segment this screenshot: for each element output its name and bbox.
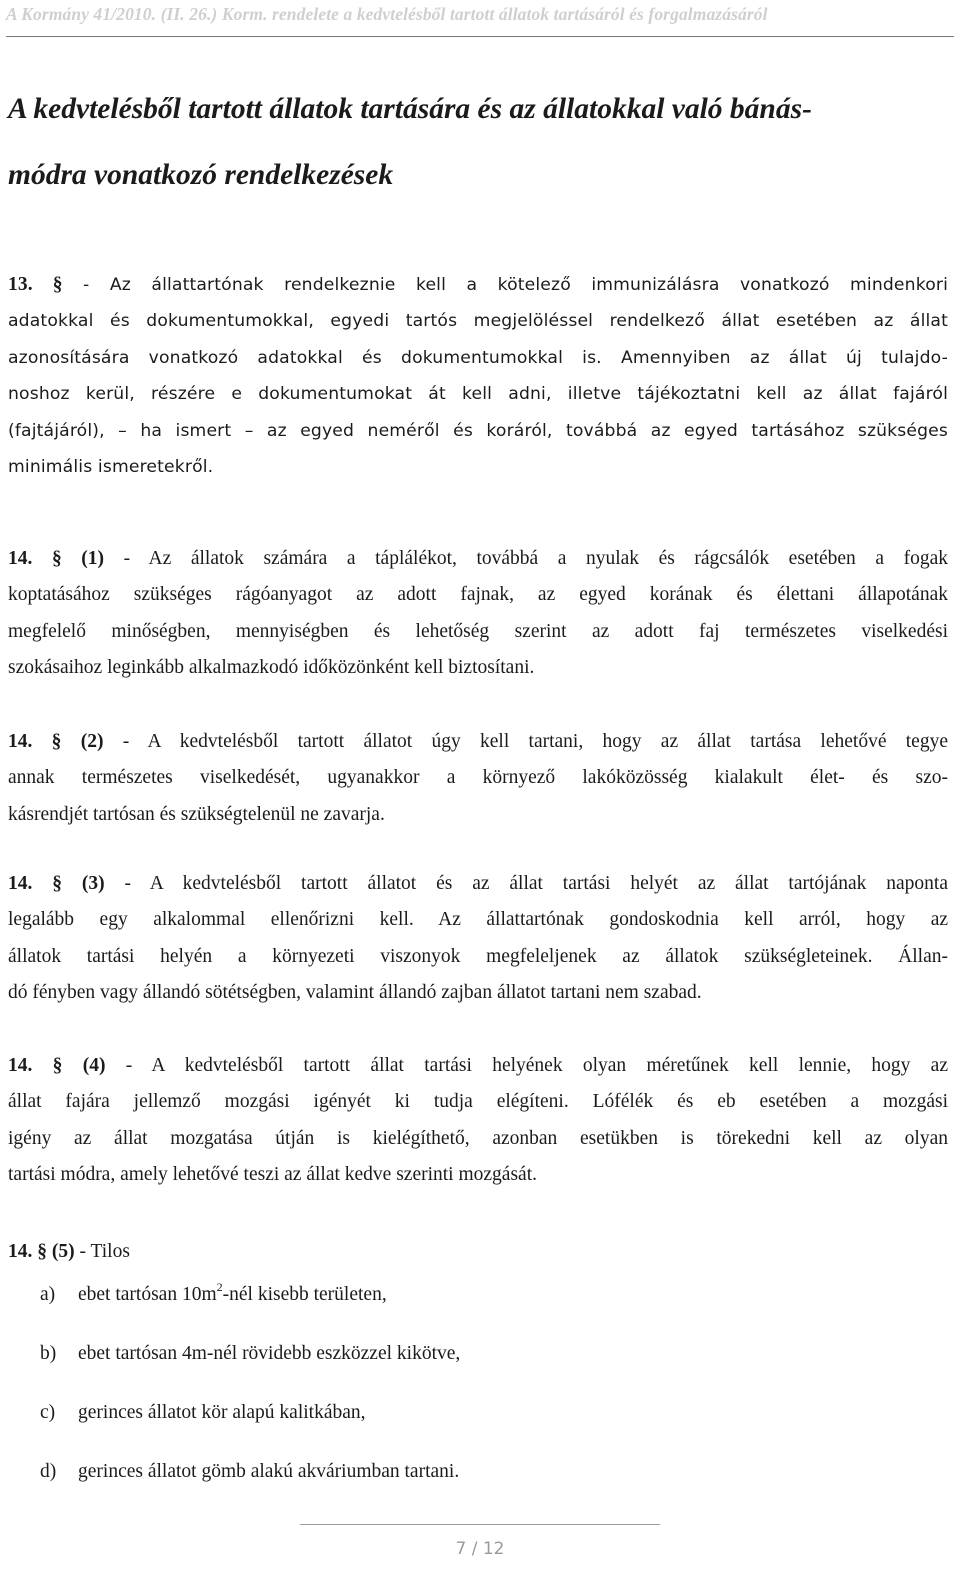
paragraph-line: dó fényben vagy állandó sötétségben, valamint állandó zajban állatot tartani nem szabad.: [8, 982, 702, 1004]
paragraph-number: 14. § (3): [8, 873, 105, 894]
paragraph-line: állatok tartási helyén a környezeti viszonyok megfeleljenek az állatok szükségleteinek. Állan-: [8, 945, 948, 967]
paragraph-14-2: [8, 724, 948, 833]
page-number: 7 / 12: [455, 1539, 505, 1559]
superscript: 2: [216, 1280, 223, 1294]
paragraph-14-5: [8, 1234, 948, 1270]
paragraph-line: 14. § (1) - Az állatok számára a táplálékot, továbbá a nyulak és rágcsálók esetében a fogak: [8, 548, 948, 569]
paragraph-line: 14. § (4) - A kedvtelésből tartott állat tartási helyének olyan méretűnek kell lennie, hogy az: [8, 1055, 948, 1076]
section-heading-line-1: A kedvtelésből tartott állatok tartására és az állatokkal való bánás-: [8, 93, 812, 125]
page-footer: [300, 1524, 660, 1565]
paragraph-line: megfelelő minőségben, mennyiségben és lehetőség szerint az adott faj természetes viselkedési: [8, 620, 948, 642]
section-heading: [8, 76, 948, 208]
list-item: b) ebet tartósan 4m-nél rövidebb eszközzel kikötve,: [40, 1343, 461, 1364]
paragraph-line: koptatásához szükséges rágóanyagot az adott fajnak, az egyed korának és élettani állapotának: [8, 584, 948, 606]
list-marker: d): [40, 1461, 57, 1482]
list-marker: b): [40, 1343, 57, 1364]
paragraph-line: kásrendjét tartósan és szükségtelenül ne zavarja.: [8, 803, 385, 825]
list-item: c) gerinces állatot kör alapú kalitkában,: [40, 1402, 366, 1423]
paragraph-line: 14. § (5) - Tilos: [8, 1241, 130, 1262]
list-marker: c): [40, 1402, 56, 1423]
paragraph-line: tartási módra, amely lehetővé teszi az állat kedve szerinti mozgását.: [8, 1164, 537, 1186]
paragraph-number: 14. § (2): [8, 731, 104, 752]
paragraph-line: igény az állat mozgatása útján is kielégíthető, azonban esetükben is törekedni kell az olyan: [8, 1127, 948, 1149]
list-marker: a): [40, 1284, 56, 1305]
paragraph-number: 14. § (5): [8, 1241, 75, 1262]
paragraph-line: azonosítására vonatkozó adatokkal és dokumentumokkal is. Amennyiben az állat új tulajdo-: [8, 347, 948, 368]
running-header: [6, 2, 954, 37]
paragraph-line: legalább egy alkalommal ellenőrizni kell. Az állattartónak gondoskodnia kell arról, hogy az: [8, 909, 948, 931]
paragraph-14-3: [8, 866, 948, 1012]
paragraph-line: minimális ismeretekről.: [8, 457, 214, 478]
paragraph-line: annak természetes viselkedését, ugyanakkor a környező lakóközösség kialakult élet- és szo-: [8, 767, 948, 789]
paragraph-line: 14. § (2) - A kedvtelésből tartott állatot úgy kell tartani, hogy az állat tartása lehetővé tegye: [8, 731, 948, 752]
paragraph-line: (fajtájáról), – ha ismert – az egyed neméről és koráról, továbbá az egyed tartásához szükséges: [8, 420, 948, 441]
paragraph-line: szokásaihoz leginkább alkalmazkodó időközönként kell biztosítani.: [8, 657, 535, 679]
paragraph-number: 14. § (1): [8, 548, 104, 569]
paragraph-line: 14. § (3) - A kedvtelésből tartott állatot és az állat tartási helyét az állat tartójának naponta: [8, 873, 948, 894]
paragraph-14-4: [8, 1048, 948, 1194]
paragraph-number: 14. § (4): [8, 1055, 106, 1076]
running-header-title: A Kormány 41/2010. (II. 26.) Korm. rendelete a kedvtelésből tartott állatok tartásáról és forgalmazásáról: [6, 4, 768, 24]
list-item: d) gerinces állatot gömb alakú akváriumban tartani.: [40, 1461, 460, 1482]
paragraph-line: állat fajára jellemző mozgási igényét ki tudja elégíteni. Lófélék és eb esetében a mozgási: [8, 1091, 948, 1113]
paragraph-line: adatokkal és dokumentumokkal, egyedi tartós megjelöléssel rendelkező állat esetében az állat: [8, 311, 948, 332]
paragraph-14-1: [8, 541, 948, 687]
paragraph-number: 13. §: [8, 274, 63, 295]
prohibition-list: [40, 1280, 740, 1520]
paragraph-line: noshoz kerül, részére e dokumentumokat át kell adni, illetve tájékoztatni kell az állat fajáról: [8, 384, 948, 405]
list-item: a) ebet tartósan $10m^2$-nél kisebb területen,: [40, 1280, 387, 1305]
paragraph-line: 13. § - Az állattartónak rendelkeznie kell a kötelező immunizálásra vonatkozó mindenkori: [8, 274, 948, 295]
paragraph-13: [8, 267, 948, 485]
section-heading-line-2: módra vonatkozó rendelkezések: [8, 159, 394, 191]
